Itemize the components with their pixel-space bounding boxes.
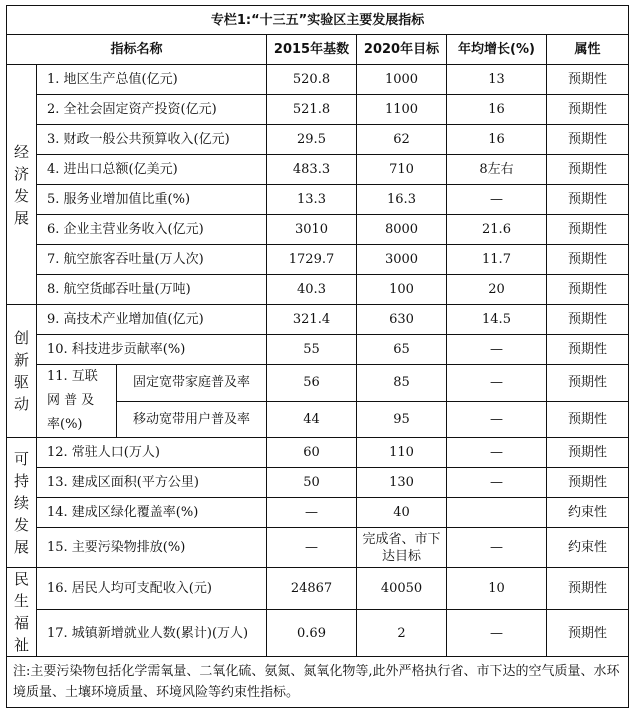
attribute-value: 预期性 (547, 155, 629, 185)
base-value: — (267, 528, 357, 568)
target-value: 2 (357, 610, 447, 657)
indicator-name: 3. 财政一般公共预算收入(亿元) (37, 125, 267, 155)
base-value: 56 (267, 365, 357, 402)
indicator-name: 移动宽带用户普及率 (117, 401, 267, 438)
indicator-name: 14. 建成区绿化覆盖率(%) (37, 498, 267, 528)
growth-value: — (447, 365, 547, 402)
note-row (7, 657, 629, 708)
attribute-value: 预期性 (547, 215, 629, 245)
base-value: — (267, 498, 357, 528)
indicator-name: 17. 城镇新增就业人数(累计)(万人) (37, 610, 267, 657)
indicator-name: 8. 航空货邮吞吐量(万吨) (37, 275, 267, 305)
table-row (7, 610, 629, 657)
indicator-name: 10. 科技进步贡献率(%) (37, 335, 267, 365)
growth-value: — (447, 335, 547, 365)
target-value: 16.3 (357, 185, 447, 215)
growth-value: — (447, 468, 547, 498)
table-row (7, 215, 629, 245)
base-value: 29.5 (267, 125, 357, 155)
category-innovation: 创 新 驱 动 (7, 305, 37, 438)
growth-value: — (447, 438, 547, 468)
header-base-2015: 2015年基数 (267, 35, 357, 65)
header-growth: 年均增长(%) (447, 35, 547, 65)
base-value: 50 (267, 468, 357, 498)
indicator-table (6, 5, 629, 708)
indicator-name: 13. 建成区面积(平方公里) (37, 468, 267, 498)
base-value: 24867 (267, 568, 357, 610)
attribute-value: 预期性 (547, 468, 629, 498)
base-value: 1729.7 (267, 245, 357, 275)
table-row (7, 275, 629, 305)
indicator-name: 1. 地区生产总值(亿元) (37, 65, 267, 95)
attribute-value: 预期性 (547, 305, 629, 335)
growth-value: 20 (447, 275, 547, 305)
target-value: 710 (357, 155, 447, 185)
base-value: 3010 (267, 215, 357, 245)
target-value: 1000 (357, 65, 447, 95)
target-value: 8000 (357, 215, 447, 245)
target-value: 110 (357, 438, 447, 468)
attribute-value: 预期性 (547, 438, 629, 468)
growth-value: 10 (447, 568, 547, 610)
attribute-value: 预期性 (547, 365, 629, 402)
attribute-value: 预期性 (547, 65, 629, 95)
indicator-name: 9. 高技术产业增加值(亿元) (37, 305, 267, 335)
growth-value (447, 498, 547, 528)
attribute-value: 预期性 (547, 95, 629, 125)
target-value: 3000 (357, 245, 447, 275)
base-value: 520.8 (267, 65, 357, 95)
attribute-value: 约束性 (547, 528, 629, 568)
growth-value: 8左右 (447, 155, 547, 185)
table-row (7, 125, 629, 155)
attribute-value: 预期性 (547, 125, 629, 155)
attribute-value: 预期性 (547, 335, 629, 365)
attribute-value: 预期性 (547, 401, 629, 438)
indicator-name: 16. 居民人均可支配收入(元) (37, 568, 267, 610)
attribute-value: 预期性 (547, 568, 629, 610)
growth-value: 13 (447, 65, 547, 95)
base-value: 483.3 (267, 155, 357, 185)
base-value: 13.3 (267, 185, 357, 215)
attribute-value: 约束性 (547, 498, 629, 528)
growth-value: — (447, 528, 547, 568)
base-value: 44 (267, 401, 357, 438)
target-value: 630 (357, 305, 447, 335)
growth-value: — (447, 610, 547, 657)
indicator-name: 6. 企业主营业务收入(亿元) (37, 215, 267, 245)
target-value: 62 (357, 125, 447, 155)
target-value: 130 (357, 468, 447, 498)
growth-value: — (447, 185, 547, 215)
indicator-name: 7. 航空旅客吞吐量(万人次) (37, 245, 267, 275)
table-row (7, 185, 629, 215)
growth-value: 16 (447, 95, 547, 125)
attribute-value: 预期性 (547, 185, 629, 215)
table-row (7, 468, 629, 498)
growth-value: 16 (447, 125, 547, 155)
header-row (7, 35, 629, 65)
caption-row (7, 6, 629, 35)
target-value: 完成省、市下达目标 (357, 528, 447, 568)
header-indicator: 指标名称 (7, 35, 267, 65)
target-value: 40 (357, 498, 447, 528)
base-value: 40.3 (267, 275, 357, 305)
indicator-name: 5. 服务业增加值比重(%) (37, 185, 267, 215)
target-value: 65 (357, 335, 447, 365)
target-value: 100 (357, 275, 447, 305)
growth-value: 14.5 (447, 305, 547, 335)
table-row (7, 498, 629, 528)
header-target-2020: 2020年目标 (357, 35, 447, 65)
attribute-value: 预期性 (547, 275, 629, 305)
indicator-name: 2. 全社会固定资产投资(亿元) (37, 95, 267, 125)
target-value: 85 (357, 365, 447, 402)
base-value: 521.8 (267, 95, 357, 125)
indicator-name: 4. 进出口总额(亿美元) (37, 155, 267, 185)
table-row (7, 95, 629, 125)
table-row (7, 528, 629, 568)
table-row (7, 438, 629, 468)
growth-value: — (447, 401, 547, 438)
indicator-name: 12. 常驻人口(万人) (37, 438, 267, 468)
base-value: 321.4 (267, 305, 357, 335)
attribute-value: 预期性 (547, 245, 629, 275)
indicator-name: 固定宽带家庭普及率 (117, 365, 267, 402)
table-row (7, 305, 629, 335)
table-row (7, 568, 629, 610)
indicator-name: 15. 主要污染物排放(%) (37, 528, 267, 568)
base-value: 60 (267, 438, 357, 468)
category-welfare: 民 生 福 祉 (7, 568, 37, 657)
table-row (7, 155, 629, 185)
target-value: 95 (357, 401, 447, 438)
internet-penetration-group: 11. 互联 网 普 及 率(%) (37, 365, 117, 438)
category-economic: 经 济 发 展 (7, 65, 37, 305)
attribute-value: 预期性 (547, 610, 629, 657)
target-value: 1100 (357, 95, 447, 125)
table-caption: 专栏1:“十三五”实验区主要发展指标 (7, 6, 629, 35)
growth-value: 11.7 (447, 245, 547, 275)
table-row (7, 365, 629, 402)
base-value: 55 (267, 335, 357, 365)
base-value: 0.69 (267, 610, 357, 657)
table-note: 注:主要污染物包括化学需氧量、二氧化硫、氨氮、氮氧化物等,此外严格执行省、市下达的空气质量、水环境质量、土壤环境质量、环境风险等约束性指标。 (7, 657, 629, 708)
table-row (7, 245, 629, 275)
table-row (7, 335, 629, 365)
category-sustainable: 可 持 续 发 展 (7, 438, 37, 568)
header-attribute: 属性 (547, 35, 629, 65)
table-row (7, 65, 629, 95)
target-value: 40050 (357, 568, 447, 610)
growth-value: 21.6 (447, 215, 547, 245)
